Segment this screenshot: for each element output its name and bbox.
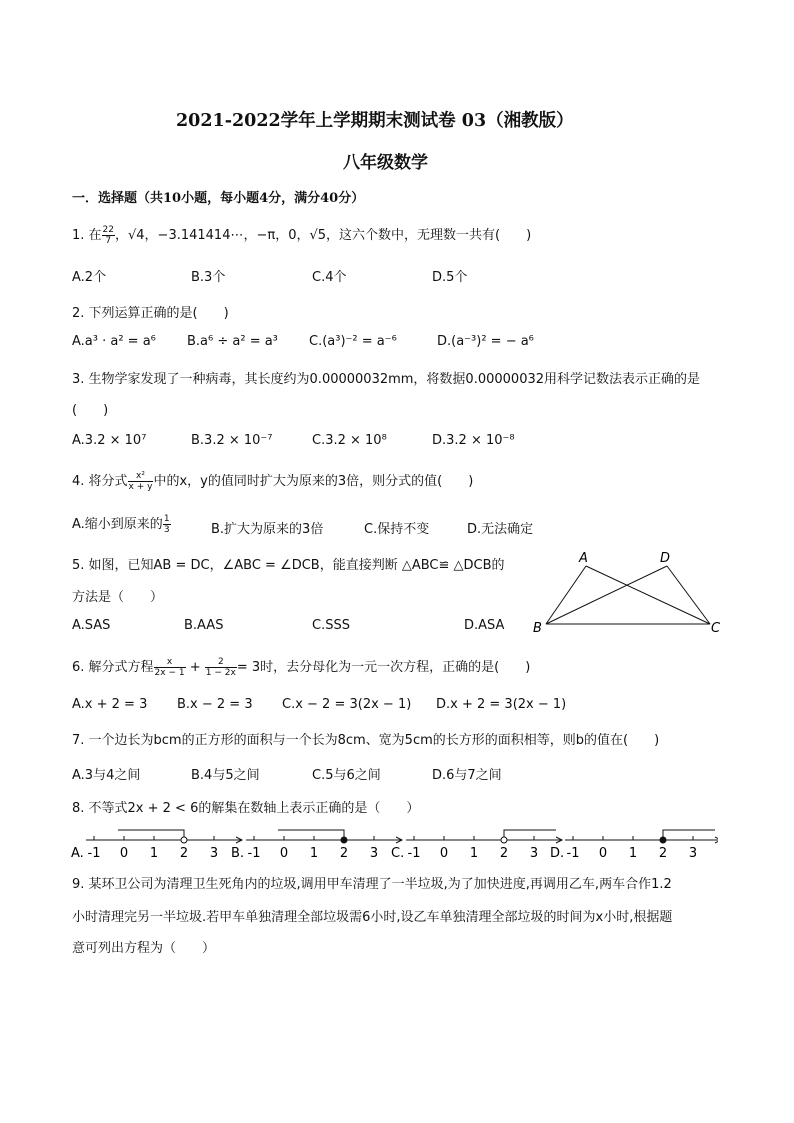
number-line-tick-label: -1 [247, 846, 261, 861]
question-3-stem-line2: ( ) [72, 403, 109, 418]
q3-option-d[interactable]: D.3.2 × 10⁻⁸ [432, 433, 515, 448]
q1-option-a[interactable]: A.2个 [72, 270, 107, 285]
q7-option-d[interactable]: D.6与7之间 [432, 768, 502, 783]
question-4-stem: 4. 将分式 $\frac{\text{x²}}{x + y}$ 中的x，y的值同时扩大为原来的3倍，则分式的值( ) [72, 471, 474, 492]
question-3-stem-line1: 3. 生物学家发现了一种病毒，其长度约为0.00000032mm，将数据0.00000032用科学记数法表示正确的是 [72, 372, 701, 387]
q3-option-b[interactable]: B.3.2 × 10⁻⁷ [191, 433, 273, 448]
solution-ray [504, 830, 556, 840]
question-9-line2: 小时清理完另一半垃圾.若甲车单独清理全部垃圾需6小时,设乙车单独清理全部垃圾的时间为x小时,根据题 [72, 910, 673, 925]
question-6-stem: 6. 解分式方程 $\frac{x}{2x - 1}$ + $\frac{2}{1 - 2x}$ = 3时，去分母化为一元一次方程，正确的是( ) [72, 657, 531, 678]
question-1-stem [72, 224, 531, 246]
segment-ab [546, 566, 586, 624]
q3-option-c[interactable]: C.3.2 × 10⁸ [312, 433, 387, 448]
number-line-tick-label: 2 [179, 846, 189, 861]
q7-option-c[interactable]: C.5与6之间 [312, 768, 381, 783]
q6-option-c[interactable]: C.x − 2 = 3(2x − 1) [282, 697, 412, 712]
q2-option-c[interactable]: C.(a³)⁻² = a⁻⁶ [309, 334, 397, 349]
label-d: D [660, 551, 671, 566]
q1-prefix: 1. 在 [72, 228, 102, 243]
q8-option-letter[interactable]: D. [550, 846, 565, 861]
q6-fraction-1: $\frac{x}{2x - 1}$ [154, 657, 185, 678]
q5-option-b[interactable]: B.AAS [184, 618, 224, 633]
question-8-stem: 8. 不等式2x + 2 < 6的解集在数轴上表示正确的是（ ） [72, 801, 420, 816]
q5-triangle-figure [530, 546, 730, 638]
question-2-stem: 2. 下列运算正确的是( ) [72, 306, 229, 321]
number-line-tick-label: 0 [119, 846, 129, 861]
section-heading: 一．选择题（共10小题，每小题4分，满分40分） [72, 191, 365, 206]
number-line-tick-label: 1 [309, 846, 319, 861]
label-b: B [533, 621, 542, 636]
question-9-line1: 9. 某环卫公司为清理卫生死角内的垃圾,调用甲车清理了一半垃圾,为了加快进度,再调用乙车,两车合作1.2 [72, 877, 672, 892]
number-line-tick-label: 0 [598, 846, 608, 861]
q7-option-a[interactable]: A.3与4之间 [72, 768, 141, 783]
q4-option-d[interactable]: D.无法确定 [467, 522, 534, 537]
q7-option-b[interactable]: B.4与5之间 [191, 768, 260, 783]
number-line-tick-label: -1 [407, 846, 421, 861]
q6-option-d[interactable]: D.x + 2 = 3(2x − 1) [436, 697, 567, 712]
q5-option-c[interactable]: C.SSS [312, 618, 350, 633]
number-line-tick-label: 1 [149, 846, 159, 861]
number-line-tick-label: 1 [628, 846, 638, 861]
q1-option-c[interactable]: C.4个 [312, 270, 347, 285]
open-endpoint-circle [501, 837, 507, 843]
question-7-stem: 7. 一个边长为bcm的正方形的面积与一个长为8cm、宽为5cm的长方形的面积相等，则b的值在( ) [72, 733, 660, 748]
number-line-tick-label: 1 [469, 846, 479, 861]
page-subtitle: 八年级数学 [343, 153, 428, 173]
number-line-tick-label: 3 [209, 846, 219, 861]
q1-list: ，√4，−3.141414⋯，−π，0，√5，这六个数中，无理数一共有( ) [115, 228, 532, 243]
q8-option-letter[interactable]: A. [71, 846, 84, 861]
number-line-tick-label: 2 [658, 846, 668, 861]
page-title: 2021-2022学年上学期期末测试卷 03（湘教版） [176, 111, 574, 131]
q5-option-a[interactable]: A.SAS [72, 618, 111, 633]
number-line-tick-label: 0 [279, 846, 289, 861]
label-c: C [711, 621, 721, 636]
q2-option-b[interactable]: B.a⁶ ÷ a² = a³ [187, 334, 278, 349]
q1-option-b[interactable]: B.3个 [191, 270, 226, 285]
closed-endpoint-dot [660, 837, 666, 843]
q1-option-d[interactable]: D.5个 [432, 270, 468, 285]
segment-dc [667, 566, 710, 624]
label-a: A [579, 551, 588, 566]
solution-ray [118, 830, 184, 840]
q4-option-b[interactable]: B.扩大为原来的3倍 [211, 522, 324, 537]
number-line-tick-label: -1 [87, 846, 101, 861]
question-5-stem-line1: 5. 如图，已知AB = DC，∠ABC = ∠DCB，能直接判断 △ABC≌ △DCB的 [72, 558, 505, 573]
q8-number-lines[interactable] [68, 822, 718, 866]
solution-ray [663, 830, 715, 840]
q2-option-d[interactable]: D.(a⁻³)² = − a⁶ [437, 334, 534, 349]
q6-option-a[interactable]: A.x + 2 = 3 [72, 697, 148, 712]
number-line-tick-label: 3 [369, 846, 379, 861]
number-line-tick-label: -1 [566, 846, 580, 861]
q6-fraction-2: $\frac{2}{1 - 2x}$ [205, 657, 236, 678]
q3-option-a[interactable]: A.3.2 × 10⁷ [72, 433, 147, 448]
question-5-stem-line2: 方法是（ ） [72, 590, 164, 605]
number-line-tick-label: 2 [499, 846, 509, 861]
q4-option-c[interactable]: C.保持不变 [364, 522, 430, 537]
closed-endpoint-dot [341, 837, 347, 843]
q4-option-a[interactable]: A.缩小到原来的 $\frac{1}{3}$ [72, 514, 170, 535]
question-9-line3: 意可列出方程为（ ） [72, 941, 216, 956]
q4-fraction: $\frac{\text{x²}}{x + y}$ [128, 471, 153, 492]
q2-option-a[interactable]: A.a³ · a² = a⁶ [72, 334, 156, 349]
number-line-tick-label: 2 [339, 846, 349, 861]
number-line-tick-label: 3 [688, 846, 698, 861]
open-endpoint-circle [181, 837, 187, 843]
q5-option-d[interactable]: D.ASA [464, 618, 505, 633]
q8-option-letter[interactable]: B. [231, 846, 245, 861]
solution-ray [278, 830, 344, 840]
q1-fraction: $\frac{22}{7}$ [102, 225, 114, 246]
number-line-tick-label: 3 [529, 846, 539, 861]
q8-option-letter[interactable]: C. [391, 846, 405, 861]
number-line-tick-label: 0 [439, 846, 449, 861]
q6-option-b[interactable]: B.x − 2 = 3 [177, 697, 253, 712]
